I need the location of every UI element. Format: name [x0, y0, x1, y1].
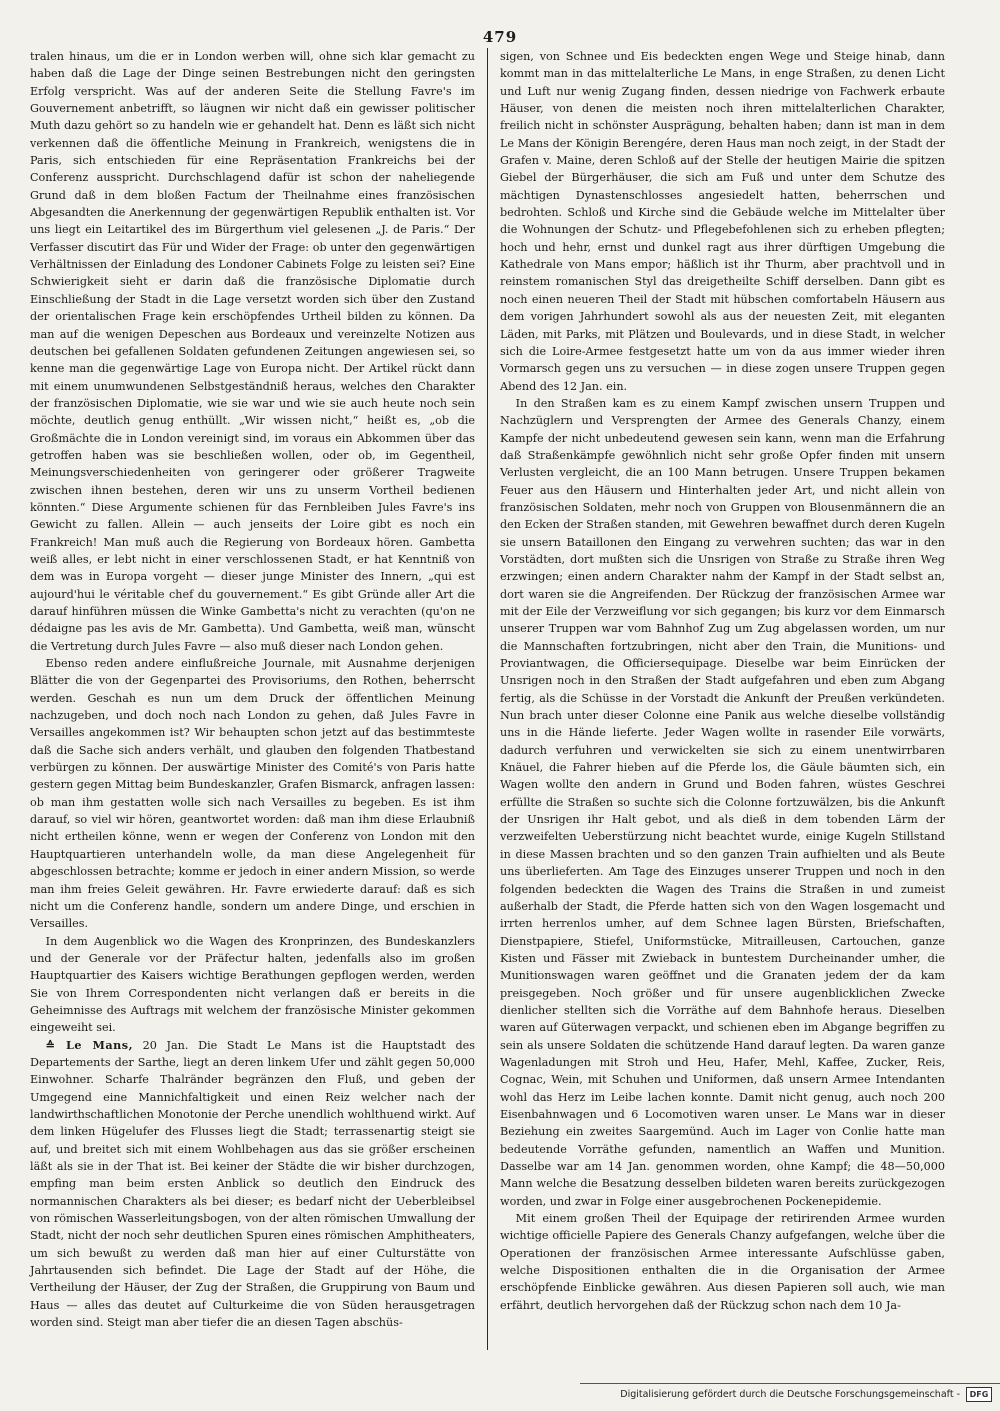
- right-column: [500, 48, 945, 1314]
- paragraph: [30, 1037, 475, 1332]
- dfg-logo: DFG: [966, 1387, 992, 1402]
- footer-credit: Digitalisierung gefördert durch die Deutsche Forschungsgemeinschaft -: [620, 1389, 960, 1400]
- paragraph-text: 20 Jan. Die Stadt Le Mans ist die Hauptstadt des Departements der Sarthe, liegt an deren linkem Ufer und zählt gegen 50,000 Einwohner. Scharfe Thalränder begränzen den Fluß, und geben der Umgegend eine Mannichfaltigkeit und einen Reiz welcher nach der landwirthschaftlichen Monotonie der Perche unendlich wohlthuend wirkt. Auf dem linken Hügelufer des Flusses liegt die Stadt; terrassenartig steigt sie auf, und breitet sich mit einem Wohlbehagen aus das sie größer erscheinen läßt als sie in der That ist. Bei keiner der Städte die wir bisher durchzogen, empfing man beim ersten Anblick so deutlich den Eindruck des normannischen Charakters als bei dieser; es bedarf nicht der Ueberbleibsel von römischen Wasserleitungsbogen, von der alten römischen Umwallung der Stadt, nicht der noch sehr deutlichen Spuren eines römischen Amphitheaters, um sich bewußt zu werden daß man hier auf einer Culturstätte von Jahrtausenden sich befindet. Die Lage der Stadt auf der Höhe, die Vertheilung der Häuser, der Zug der Straßen, die Gruppirung von Baum und Haus — alles das deutet auf Culturkeime die von Süden herausgetragen worden sind. Steigt man aber tiefer die an diesen Tagen abschüs-: [30, 1038, 476, 1330]
- dateline: ≙ Le Mans,: [45, 1037, 133, 1052]
- paragraph: In dem Augenblick wo die Wagen des Kronprinzen, des Bundeskanzlers und der Generale vor der Präfectur halten, jedenfalls also im großen Hauptquartier des Kaisers wichtige Berathungen gepflogen werden, werden Sie von Ihrem Correspondenten nicht verlangen daß er bereits in die Geheimnisse des Auftrags mit welchem der französische Minister gekommen eingeweiht sei.: [30, 934, 475, 1035]
- paragraph: sigen, von Schnee und Eis bedeckten engen Wege und Steige hinab, dann kommt man in das mittelalterliche Le Mans, in enge Straßen, zu denen Licht und Luft nur wenig Zugang finden, dessen niedrige von Fachwerk erbaute Häuser, von denen die meisten noch ihren mittelalterlichen Charakter, freilich nicht in schönster Ausprägung, behalten haben; dann ist man in dem Le Mans der Königin Berengére, deren Haus man noch zeigt, in der Stadt der Grafen v. Maine, deren Schloß auf der Stelle der heutigen Mairie die spitzen Giebel der Bürgerhäuser, die sich am Fuß und unter dem Schutze des mächtigen Dynastenschlosses angesiedelt hatten, beherrschen und bedrohten. Schloß und Kirche sind die Gebäude welche im Mittelalter über die Wohnungen der Schutz- und Pflegebefohlenen sich zu erheben pflegten; hoch und hehr, ernst und dunkel ragt aus ihrer dürftigen Umgebung die Kathedrale von Mans empor; häßlich ist ihr Thurm, aber prachtvoll und in reinstem romanischen Styl das dreigetheilte Schiff derselben. Dann gibt es noch einen neueren Theil der Stadt mit hübschen comfortabeln Häusern aus dem vorigen Jahrhundert sowohl als aus der neuesten Zeit, mit eleganten Läden, mit Parks, mit Plätzen und Boulevards, und in diese Stadt, in welcher sich die Loire-Armee festgesetzt hatte um von da aus immer wieder ihren Vormarsch gegen uns zu versuchen — in diese zogen unsere Truppen gegen Abend des 12 Jan. ein.: [500, 50, 945, 393]
- footer-divider: [580, 1383, 1000, 1384]
- page-number: 479: [482, 28, 518, 46]
- paragraph: tralen hinaus, um die er in London werben will, ohne sich klar gemacht zu haben daß die Lage der Dinge seinen Bestrebungen nicht den geringsten Erfolg verspricht. Was auf der anderen Seite die Stellung Favre's im Gouvernement anbetrifft, so läugnen wir nicht daß ein gewisser politischer Muth dazu gehört so zu handeln wie er gehandelt hat. Denn es läßt sich nicht verkennen daß die öffentliche Meinung in Frankreich, wenigstens die in Paris, sich entschieden für eine Repräsentation Frankreichs bei der Conferenz ausspricht. Durchschlagend dafür ist schon der naheliegende Grund daß in dem bloßen Factum der Theilnahme eines französischen Abgesandten die Anerkennung der gegenwärtigen Republik enthalten ist. Vor uns liegt ein Leitartikel des im Bürgerthum viel gelesenen „J. de Paris.“ Der Verfasser discutirt das Für und Wider der Frage: ob unter den gegenwärtigen Verhältnissen der Einladung des Londoner Cabinets Folge zu leisten sei? Eine Schwierigkeit sieht er darin daß die französische Diplomatie durch Einschließung der Stadt in die Lage versetzt worden sich über den Zustand der orientalischen Frage kein erschöpfendes Urtheil bilden zu können. Da man auf die wenigen Depeschen aus Bordeaux und vereinzelte Notizen aus deutschen bei gefallenen Soldaten gefundenen Zeitungen angewiesen sei, so kenne man die gegenwärtige Lage von Europa nicht. Der Artikel rückt dann mit einem unumwundenen Selbstgeständniß heraus, welches den Charakter der französischen Diplomatie, wie sie war und wie sie auch heute noch sein möchte, deutlich genug enthüllt. „Wir wissen nicht,“ heißt es, „ob die Großmächte die in London vereinigt sind, im voraus ein Abkommen über das getroffen haben was sie beschließen wollen, oder ob, im Gegentheil, Meinungsverschiedenheiten von geringerer oder größerer Tragweite zwischen ihnen bestehen, deren wir uns zu unserm Vortheil bedienen könnten.“ Diese Argumente schienen für das Fernbleiben Jules Favre's ins Gewicht zu fallen. Allein — auch jenseits der Loire gibt es noch ein Frankreich! Man muß auch die Regierung von Bordeaux hören. Gambetta weiß alles, er lebt nicht in einer verschlossenen Stadt, er hat Kenntniß von dem was in Europa vorgeht — dieser junge Minister des Innern, „qui est aujourd'hui le véritable chef du gouvernement.“ Es gibt Gründe aller Art die darauf hinführen müssen die Winke Gambetta's nicht zu verachten (qu'on ne dédaigne pas les avis de Mr. Gambetta). Und Gambetta, weiß man, wünscht die Vertretung durch Jules Favre — also muß dieser nach London gehen.: [30, 50, 475, 653]
- paragraph: In den Straßen kam es zu einem Kampf zwischen unsern Truppen und Nachzüglern und Versprengten der Armee des Generals Chanzy, einem Kampfe der nicht unbedeutend gewesen sein kann, wenn man die Erfahrung daß Straßenkämpfe gewöhnlich nicht sehr große Opfer finden mit unsern Verlusten vergleicht, die an 100 Mann betrugen. Unsere Truppen bekamen Feuer aus den Häusern und Hinterhalten jeder Art, und nicht allein von französischen Soldaten, mehr noch von Gruppen von Blousenmännern die an den Ecken der Straßen standen, mit Gewehren bewaffnet durch deren Kugeln sie unsern Bataillonen den Eingang zu verwehren suchten; das war in den Vorstädten, dort mußten sich die Unsrigen von Straße zu Straße ihren Weg erzwingen; einen andern Charakter nahm der Kampf in der Stadt selbst an, dort waren sie die Angreifenden. Der Rückzug der französischen Armee war mit der Eile der Verzweiflung vor sich gegangen; bis kurz vor dem Einmarsch unserer Truppen war vom Bahnhof Zug um Zug abgelassen worden, um nur die Mannschaften fortzubringen, nicht aber den Train, die Munitions- und Proviantwagen, die Officiersequipage. Dieselbe war beim Einrücken der Unsrigen noch in den Straßen der Stadt aufgefahren und eben zum Abgang fertig, als die Schüsse in der Vorstadt die Ankunft der Preußen verkündeten. Nun brach unter dieser Colonne eine Panik aus welche dieselbe vollständig uns in die Hände lieferte. Jeder Wagen wollte in rasender Eile vorwärts, dadurch verfuhren und verwickelten sie sich zu einem unentwirrbaren Knäuel, die Fahrer hieben auf die Pferde los, die Gäule bäumten sich, ein Wagen wollte den andern in Grund und Boden fahren, wüstes Geschrei erfüllte die Straßen so suchte sich die Colonne fortzuwälzen, bis die Ankunft der Unsrigen ihr Halt gebot, und als dieß in dem tobenden Lärm der verzweifelten Ueberstürzung nicht beachtet wurde, einige Kugeln Stillstand in diese Massen brachten und so den ganzen Train aufhielten und als Beute uns überlieferten. Am Tage des Einzuges unserer Truppen und noch in den folgenden bedeckten die Wagen des Trains die Straßen in und zumeist außerhalb der Stadt, die Pferde hatten sich von den Wagen losgemacht und irrten herrenlos umher, auf dem Schnee lagen Bürsten, Briefschaften, Dienstpapiere, Stiefel, Uniformstücke, Mitrailleusen, Cartouchen, ganze Kisten und Fässer mit Zwieback in buntestem Durcheinander umher, die Munitionswagen waren geöffnet und die Granaten jedem der da kam preisgegeben. Noch größer und für unsere augenblicklichen Zwecke dienlicher stellten sich die Vorräthe auf dem Bahnhofe heraus. Dieselben waren auf Güterwagen verpackt, und schienen eben im Abgange begriffen zu sein als unsere Soldaten die schützende Hand darauf legten. Da waren ganze Wagenladungen mit Stroh und Heu, Hafer, Mehl, Kaffee, Zucker, Reis, Cognac, Wein, mit Schuhen und Uniformen, daß unsern Armee Intendanten wohl das Herz im Leibe lachen konnte. Damit nicht genug, auch noch 200 Eisenbahnwagen und 6 Locomotiven waren unser. Le Mans war in dieser Beziehung ein zweites Saargemünd. Auch im Lager von Conlie hatte man bedeutende Vorräthe gefunden, namentlich an Waffen und Munition. Dasselbe war am 14 Jan. genommen worden, ohne Kampf; die 48—50,000 Mann welche die Besatzung desselben bildeten waren bereits zurückgezogen worden, und zwar in Folge einer ausgebrochenen Pockenepidemie.: [500, 396, 945, 1208]
- column-divider: [487, 48, 488, 1350]
- paragraph: Ebenso reden andere einflußreiche Journale, mit Ausnahme derjenigen Blätter die von der Gegenpartei des Provisoriums, den Rothen, beherrscht werden. Geschah es nun um dem Druck der öffentlichen Meinung nachzugeben, und doch noch nach London zu gehen, daß Jules Favre in Versailles angekommen ist? Wir behaupten schon jetzt auf das bestimmteste daß die Sache sich anders verhält, und glauben den folgenden Thatbestand verbürgen zu können. Der auswärtige Minister des Comité's von Paris hatte gestern gegen Mittag beim Bundeskanzler, Grafen Bismarck, anfragen lassen: ob man ihm gestatten wolle sich nach Versailles zu begeben. Es ist ihm darauf, so viel wir hören, geantwortet worden: daß man ihm diese Erlaubniß nicht ertheilen könne, wenn er wegen der Conferenz von London mit den Hauptquartieren unterhandeln wolle, da man diese Angelegenheit für abgeschlossen betrachte; komme er jedoch in einer andern Mission, so werde man ihm freies Geleit gewähren. Hr. Favre erwiederte darauf: daß es sich nicht um die Conferenz handle, sondern um andere Dinge, und erschien in Versailles.: [30, 657, 475, 931]
- left-column: [30, 48, 475, 1331]
- paragraph: Mit einem großen Theil der Equipage der retirirenden Armee wurden wichtige officielle Papiere des Generals Chanzy aufgefangen, welche über die Operationen der französischen Armee interessante Aufschlüsse gaben, welche Dispositionen enthalten die in die Organisation der Armee erschöpfende Einblicke gewähren. Aus diesen Papieren soll auch, wie man erfährt, deutlich hervorgehen daß der Rückzug schon nach dem 10 Ja-: [500, 1212, 945, 1312]
